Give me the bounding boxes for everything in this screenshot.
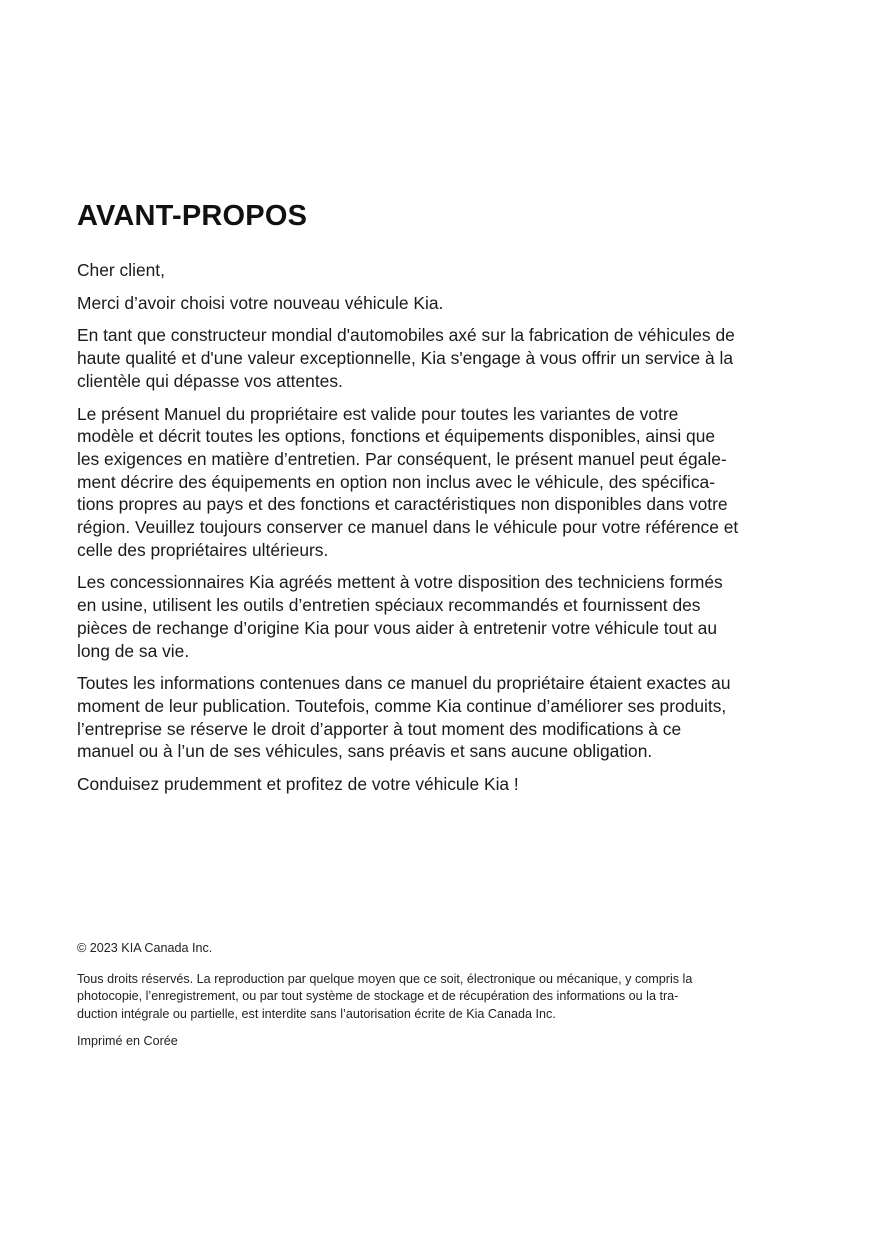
legal-footer	[77, 940, 783, 1061]
manual-scope-paragraph: Le présent Manuel du propriétaire est valide pour toutes les variantes de votre modèle et décrit toutes les options, fonctions et équipements disponibles, ainsi que les exigences en matière d’entretien. Par conséquent, le présent manuel peut égale- ment décrire des équipements en option non inclus avec le véhicule, des spécifica- tions propres au pays et des fonctions et caractéristiques non disponibles dans votre région. Veuillez toujours conserver ce manuel dans le véhicule pour votre référence et celle des propriétaires ultérieurs.	[77, 403, 739, 560]
thanks-paragraph: Merci d’avoir choisi votre nouveau véhicule Kia.	[77, 292, 444, 313]
accuracy-paragraph: Toutes les informations contenues dans ce manuel du propriétaire étaient exactes au moment de leur publication. Toutefois, comme Kia continue d’améliorer ses produits, l’entreprise se réserve le droit d’apporter à tout moment des modifications à ce manuel ou à l’un de ses véhicules, sans préavis et sans aucune obligation.	[77, 673, 731, 762]
closing-paragraph: Conduisez prudemment et profitez de votre véhicule Kia !	[77, 774, 519, 795]
copyright-notice: © 2023 KIA Canada Inc.	[77, 941, 213, 955]
dealers-paragraph: Les concessionnaires Kia agréés mettent à votre disposition des techniciens formés en usine, utilisent les outils d’entretien spéciaux recommandés et fournissent des pièces de rechange d’origine Kia pour vous aider à entretenir votre véhicule tout au long de sa vie.	[77, 572, 723, 661]
page-title: AVANT-PROPOS	[77, 200, 308, 232]
greeting-paragraph: Cher client,	[77, 260, 165, 280]
rights-notice: Tous droits réservés. La reproduction par quelque moyen que ce soit, électronique ou mécanique, y compris la photocopie, l’enregistrement, ou par tout système de stockage et de récupération des informations ou la tra- duction intégrale ou partielle, est interdite sans l’autorisation écrite de Kia Canada Inc.	[77, 971, 693, 1021]
printed-notice: Imprimé en Corée	[77, 1034, 178, 1048]
manual-page	[77, 0, 783, 1240]
foreword-body	[77, 259, 783, 806]
commitment-paragraph: En tant que constructeur mondial d'automobiles axé sur la fabrication de véhicules de haute qualité et d'une valeur exceptionnelle, Kia s'engage à vous offrir un service à la clientèle qui dépasse vos attentes.	[77, 325, 735, 391]
